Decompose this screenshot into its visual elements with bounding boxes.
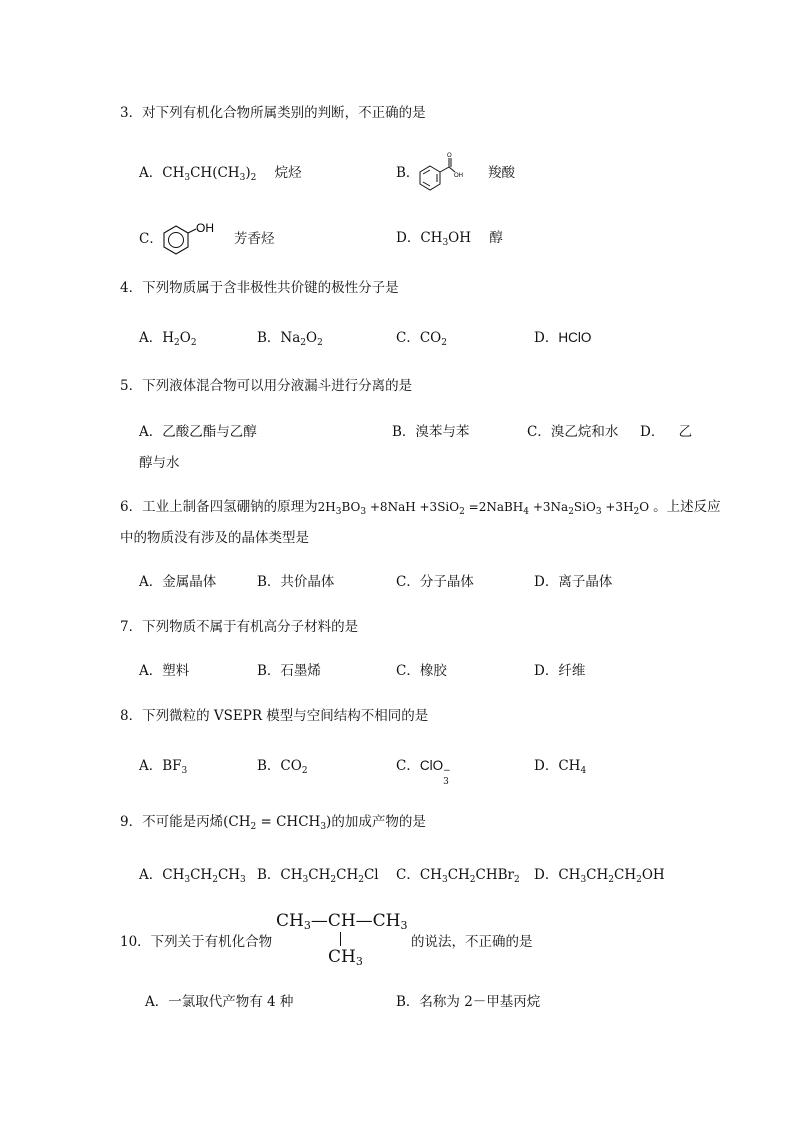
q3-a-class: 烷烃 <box>274 165 302 181</box>
q7-option-c[interactable]: C．橡胶 <box>396 663 447 679</box>
q6-option-a[interactable]: A．金属晶体 <box>139 574 217 590</box>
q6-option-b[interactable]: B．共价晶体 <box>257 574 335 590</box>
q5-stem: 5．下列液体混合物可以用分液漏斗进行分离的是 <box>120 378 413 394</box>
benzoic-acid-structure <box>418 152 470 194</box>
phenol-structure <box>161 220 223 258</box>
q7-option-d[interactable]: D．纤维 <box>534 663 586 679</box>
q6-option-c[interactable]: C．分子晶体 <box>396 574 474 590</box>
q3-stem: 3．对下列有机化合物所属类别的判断，不正确的是 <box>120 105 426 121</box>
q10-option-b[interactable]: B．名称为 2－甲基丙烷 <box>396 994 541 1010</box>
q6-option-d[interactable]: D．离子晶体 <box>534 574 613 590</box>
q4-stem: 4．下列物质属于含非极性共价键的极性分子是 <box>120 280 399 296</box>
phenol-oh-label: OH <box>196 221 214 235</box>
isobutane-branch: $CH_3$ <box>328 947 363 968</box>
q9-option-c[interactable]: C．$CH_3CH_2CHBr_2$ <box>396 867 520 885</box>
carbonyl-o-label: O <box>447 153 452 159</box>
q3-d-class: 醇 <box>489 230 503 246</box>
q8-option-c[interactable]: C．ClO − 3 <box>396 758 451 787</box>
q8-stem: 8．下列微粒的 VSEPR 模型与空间结构不相同的是 <box>120 708 429 724</box>
q5-option-b[interactable]: B．溴苯与苯 <box>392 424 470 440</box>
q4-option-b[interactable]: B．$Na_2O_2$ <box>257 330 323 348</box>
q9-stem: 9．不可能是丙烯($CH_2$ = $CHCH_3$)的加成产物的是 <box>120 814 426 832</box>
isobutane-structure <box>276 910 408 968</box>
q4-option-c[interactable]: C．$CO_2$ <box>396 330 447 348</box>
q4-option-a[interactable]: A．$H_2O_2$ <box>139 330 197 348</box>
q7-stem: 7．下列物质不属于有机高分子材料的是 <box>120 619 359 635</box>
q8-option-d[interactable]: D．$CH_4$ <box>534 758 587 776</box>
hydroxyl-label: OH <box>454 173 463 179</box>
q9-option-b[interactable]: B．$CH_3CH_2CH_2Cl$ <box>257 867 379 885</box>
q10-option-a[interactable]: A．一氯取代产物有 4 种 <box>145 994 294 1010</box>
q9-option-d[interactable]: D．$CH_3CH_2CH_2OH$ <box>534 867 665 885</box>
q3-b-class: 羧酸 <box>488 165 515 181</box>
q6-stem: 6．工业上制备四氢硼钠的原理为$2H_3BO_3 +8NaH +3SiO_2$ =2NaBH$_4$ $+3Na_2SiO_3 +3H_2O$ 。上述反应 <box>120 499 721 517</box>
q10-stem-head: 10．下列关于有机化合物 <box>120 934 273 950</box>
q7-option-a[interactable]: A．塑料 <box>139 663 190 679</box>
q10-stem-tail: 的说法，不正确的是 <box>411 934 533 950</box>
q8-option-a[interactable]: A．$BF_3$ <box>139 758 188 776</box>
q3-option-a[interactable]: A．$CH_3CH(CH_3)_2$ 烷烃 <box>139 165 302 183</box>
q5-option-c[interactable]: C．溴乙烷和水 <box>527 424 619 440</box>
branch-bond <box>340 932 341 946</box>
q5-option-d-tail[interactable]: 醇与水 <box>139 455 180 471</box>
q7-option-b[interactable]: B．石墨烯 <box>257 663 321 679</box>
propene-formula: ($CH_2$ = $CHCH_3$) <box>223 814 332 832</box>
q6-equation: $2H_3BO_3 +8NaH +3SiO_2$ =2NaBH$_4$ $+3Na_2SiO_3 +3H_2O$ <box>317 500 650 517</box>
q3-c-class: 芳香烃 <box>234 231 275 247</box>
isobutane-main-chain: $CH_3—CH—CH_3$ <box>276 911 408 932</box>
q4-option-d[interactable]: D．HClO <box>534 330 592 346</box>
q5-option-a[interactable]: A．乙酸乙酯与乙醇 <box>139 424 257 440</box>
q8-option-b[interactable]: B．$CO_2$ <box>257 758 308 776</box>
q3-option-d[interactable]: D．$CH_3OH$ 醇 <box>396 230 503 248</box>
q5-option-d-head[interactable]: D． 乙 <box>640 424 693 440</box>
q9-option-a[interactable]: A．$CH_3CH_2CH_3$ <box>139 867 246 885</box>
q6-stem-line2: 中的物质没有涉及的晶体类型是 <box>120 530 309 546</box>
